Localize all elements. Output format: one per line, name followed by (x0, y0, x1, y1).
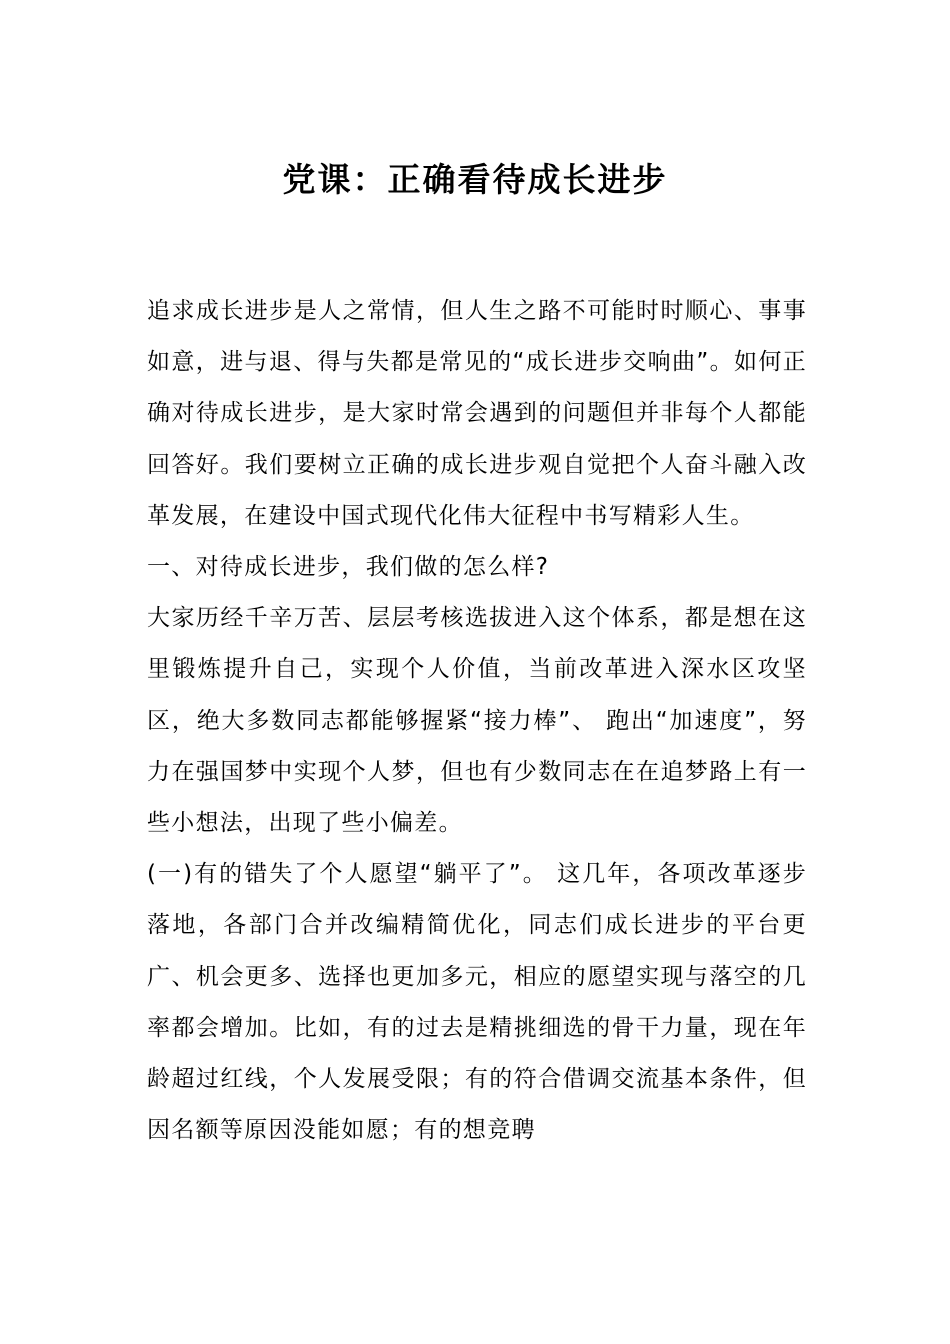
section-1-paragraph: 大家历经千辛万苦、层层考核选拔进入这个体系，都是想在这里锻炼提升自己，实现个人价值，当前改革进入深水区攻坚区，绝大多数同志都能够握紧“接力棒”、 跑出“加速度”，努力在强国梦中实现个人梦，但也有少数同志在在追梦路上有一些小想法，出现了些小偏差。 (147, 605, 807, 837)
document-title: 党课：正确看待成长进步 (282, 160, 668, 199)
subsection-1-paragraph: (一)有的错失了个人愿望“躺平了”。 这几年，各项改革逐步落地，各部门合并改编精简优化，同志们成长进步的平台更广、机会更多、选择也更加多元，相应的愿望实现与落空的几率都会增加。比如，有的过去是精挑细选的骨干力量，现在年龄超过红线，个人发展受限；有的符合借调交流基本条件，但因名额等原因没能如愿；有的想竞聘 (147, 861, 807, 1144)
intro-paragraph: 追求成长进步是人之常情，但人生之路不可能时时顺心、事事如意，进与退、得与失都是常见的“成长进步交响曲”。如何正确对待成长进步，是大家时常会遇到的问题但并非每个人都能回答好。我们要树立正确的成长进步观自觉把个人奋斗融入改革发展，在建设中国式现代化伟大征程中书写精彩人生。 (147, 298, 807, 529)
section-heading-1: 一、对待成长进步，我们做的怎么样? (147, 554, 550, 581)
document-body (147, 286, 807, 1156)
